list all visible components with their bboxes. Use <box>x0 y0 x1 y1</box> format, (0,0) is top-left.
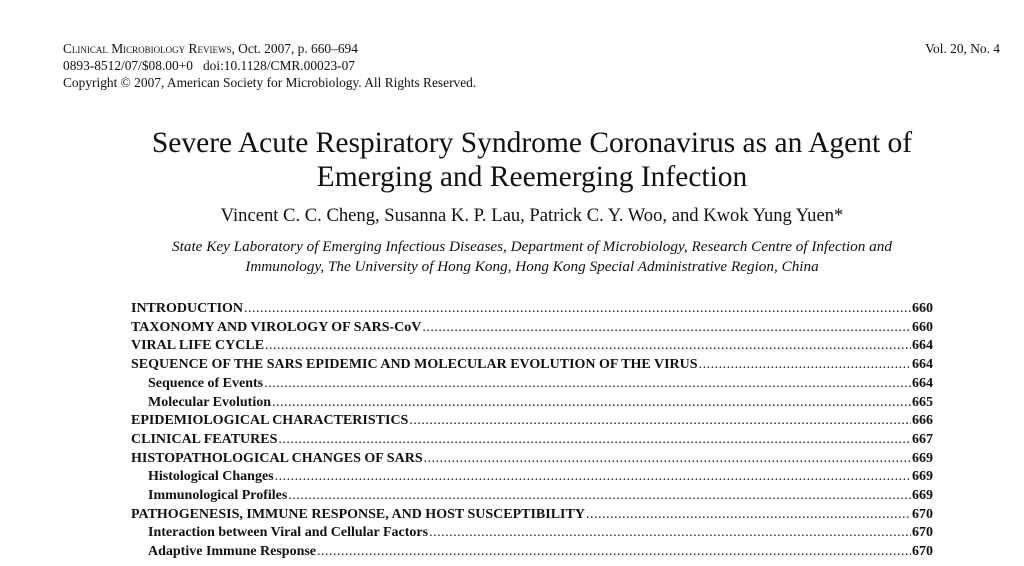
affiliation-line-2: Immunology, The University of Hong Kong, Hong Kong Special Administrative Region, China <box>245 258 819 275</box>
toc-entry-label: HISTOPATHOLOGICAL CHANGES OF SARS <box>131 450 423 466</box>
toc-page-number: 670 <box>912 525 933 541</box>
toc-leader-dots <box>275 468 911 487</box>
toc-section-entry[interactable] <box>131 300 933 319</box>
toc-entry-label: INTRODUCTION <box>131 301 244 316</box>
toc-entry-label: CLINICAL FEATURES <box>131 431 278 447</box>
journal-header <box>63 40 476 91</box>
table-of-contents <box>131 300 933 562</box>
affiliation-line-1: State Key Laboratory of Emerging Infectious Diseases, Department of Microbiology, Research Centre of Infection and <box>172 238 892 255</box>
toc-entry-label: Histological Changes <box>148 469 274 485</box>
toc-leader-dots <box>272 394 911 413</box>
toc-page-number: 670 <box>912 544 933 560</box>
toc-section-entry[interactable] <box>131 506 933 525</box>
toc-entry-label: Adaptive Immune Response <box>148 544 317 560</box>
toc-leader-dots <box>265 337 911 356</box>
issue-info: , Oct. 2007, p. 660–694 <box>231 41 358 56</box>
toc-page-number: 669 <box>912 450 933 466</box>
toc-leader-dots <box>244 300 911 319</box>
toc-page-number: 664 <box>912 357 933 373</box>
toc-leader-dots <box>278 431 911 450</box>
toc-page-number: 664 <box>912 338 933 354</box>
copyright-line: Copyright © 2007, American Society for Microbiology. All Rights Reserved. <box>63 75 477 90</box>
toc-entry-label: Interaction between Viral and Cellular Factors <box>148 525 429 541</box>
toc-entry-label: Molecular Evolution <box>148 394 272 410</box>
affiliation <box>0 237 1024 277</box>
toc-section-entry[interactable] <box>131 412 933 431</box>
toc-subsection-entry[interactable] <box>131 375 933 394</box>
toc-section-entry[interactable] <box>131 337 933 356</box>
toc-entry-label: TAXONOMY AND VIROLOGY OF SARS-CoV <box>131 319 422 335</box>
toc-subsection-entry[interactable] <box>131 487 933 506</box>
toc-subsection-entry[interactable] <box>131 468 933 487</box>
toc-entry-label: VIRAL LIFE CYCLE <box>131 338 265 354</box>
title-line-1: Severe Acute Respiratory Syndrome Coronavirus as an Agent of <box>151 127 913 159</box>
toc-page-number: 660 <box>912 301 933 316</box>
toc-section-entry[interactable] <box>131 319 933 338</box>
toc-entry-label: PATHOGENESIS, IMMUNE RESPONSE, AND HOST SUSCEPTIBILITY <box>131 506 585 522</box>
toc-subsection-entry[interactable] <box>131 394 933 413</box>
toc-section-entry[interactable] <box>131 356 933 375</box>
citation-line <box>63 40 476 57</box>
issn-doi-line: 0893-8512/07/$08.00+0 doi:10.1128/CMR.00023-07 <box>63 58 355 73</box>
toc-leader-dots <box>409 412 911 431</box>
toc-leader-dots <box>317 543 911 562</box>
volume-info: Vol. 20, No. 4 <box>925 41 1000 56</box>
toc-page-number: 664 <box>912 375 933 391</box>
toc-subsection-entry[interactable] <box>131 543 933 562</box>
toc-page-number: 667 <box>912 431 933 447</box>
toc-section-entry[interactable] <box>131 431 933 450</box>
toc-page-number: 669 <box>912 488 933 504</box>
toc-section-entry[interactable] <box>131 450 933 469</box>
toc-subsection-entry[interactable] <box>131 524 933 543</box>
toc-leader-dots <box>699 356 911 375</box>
toc-entry-label: SEQUENCE OF THE SARS EPIDEMIC AND MOLECULAR EVOLUTION OF THE VIRUS <box>131 357 698 373</box>
toc-page-number: 665 <box>912 394 933 410</box>
toc-leader-dots <box>422 319 911 338</box>
toc-leader-dots <box>424 450 911 469</box>
toc-page-number: 670 <box>912 506 933 522</box>
journal-name: Clinical Microbiology Reviews <box>63 41 232 56</box>
toc-leader-dots <box>264 375 911 394</box>
article-title <box>0 126 1024 194</box>
toc-entry-label: Immunological Profiles <box>148 488 288 504</box>
toc-leader-dots <box>586 506 911 525</box>
toc-entry-label: EPIDEMIOLOGICAL CHARACTERISTICS <box>131 413 409 429</box>
toc-page-number: 660 <box>912 319 933 335</box>
title-line-2: Emerging and Reemerging Infection <box>316 161 748 193</box>
toc-entry-label: Sequence of Events <box>148 375 264 391</box>
toc-leader-dots <box>429 524 911 543</box>
toc-leader-dots <box>288 487 911 506</box>
toc-page-number: 666 <box>912 413 933 429</box>
toc-page-number: 669 <box>912 469 933 485</box>
author-list: Vincent C. C. Cheng, Susanna K. P. Lau, Patrick C. Y. Woo, and Kwok Yung Yuen* <box>220 205 844 226</box>
